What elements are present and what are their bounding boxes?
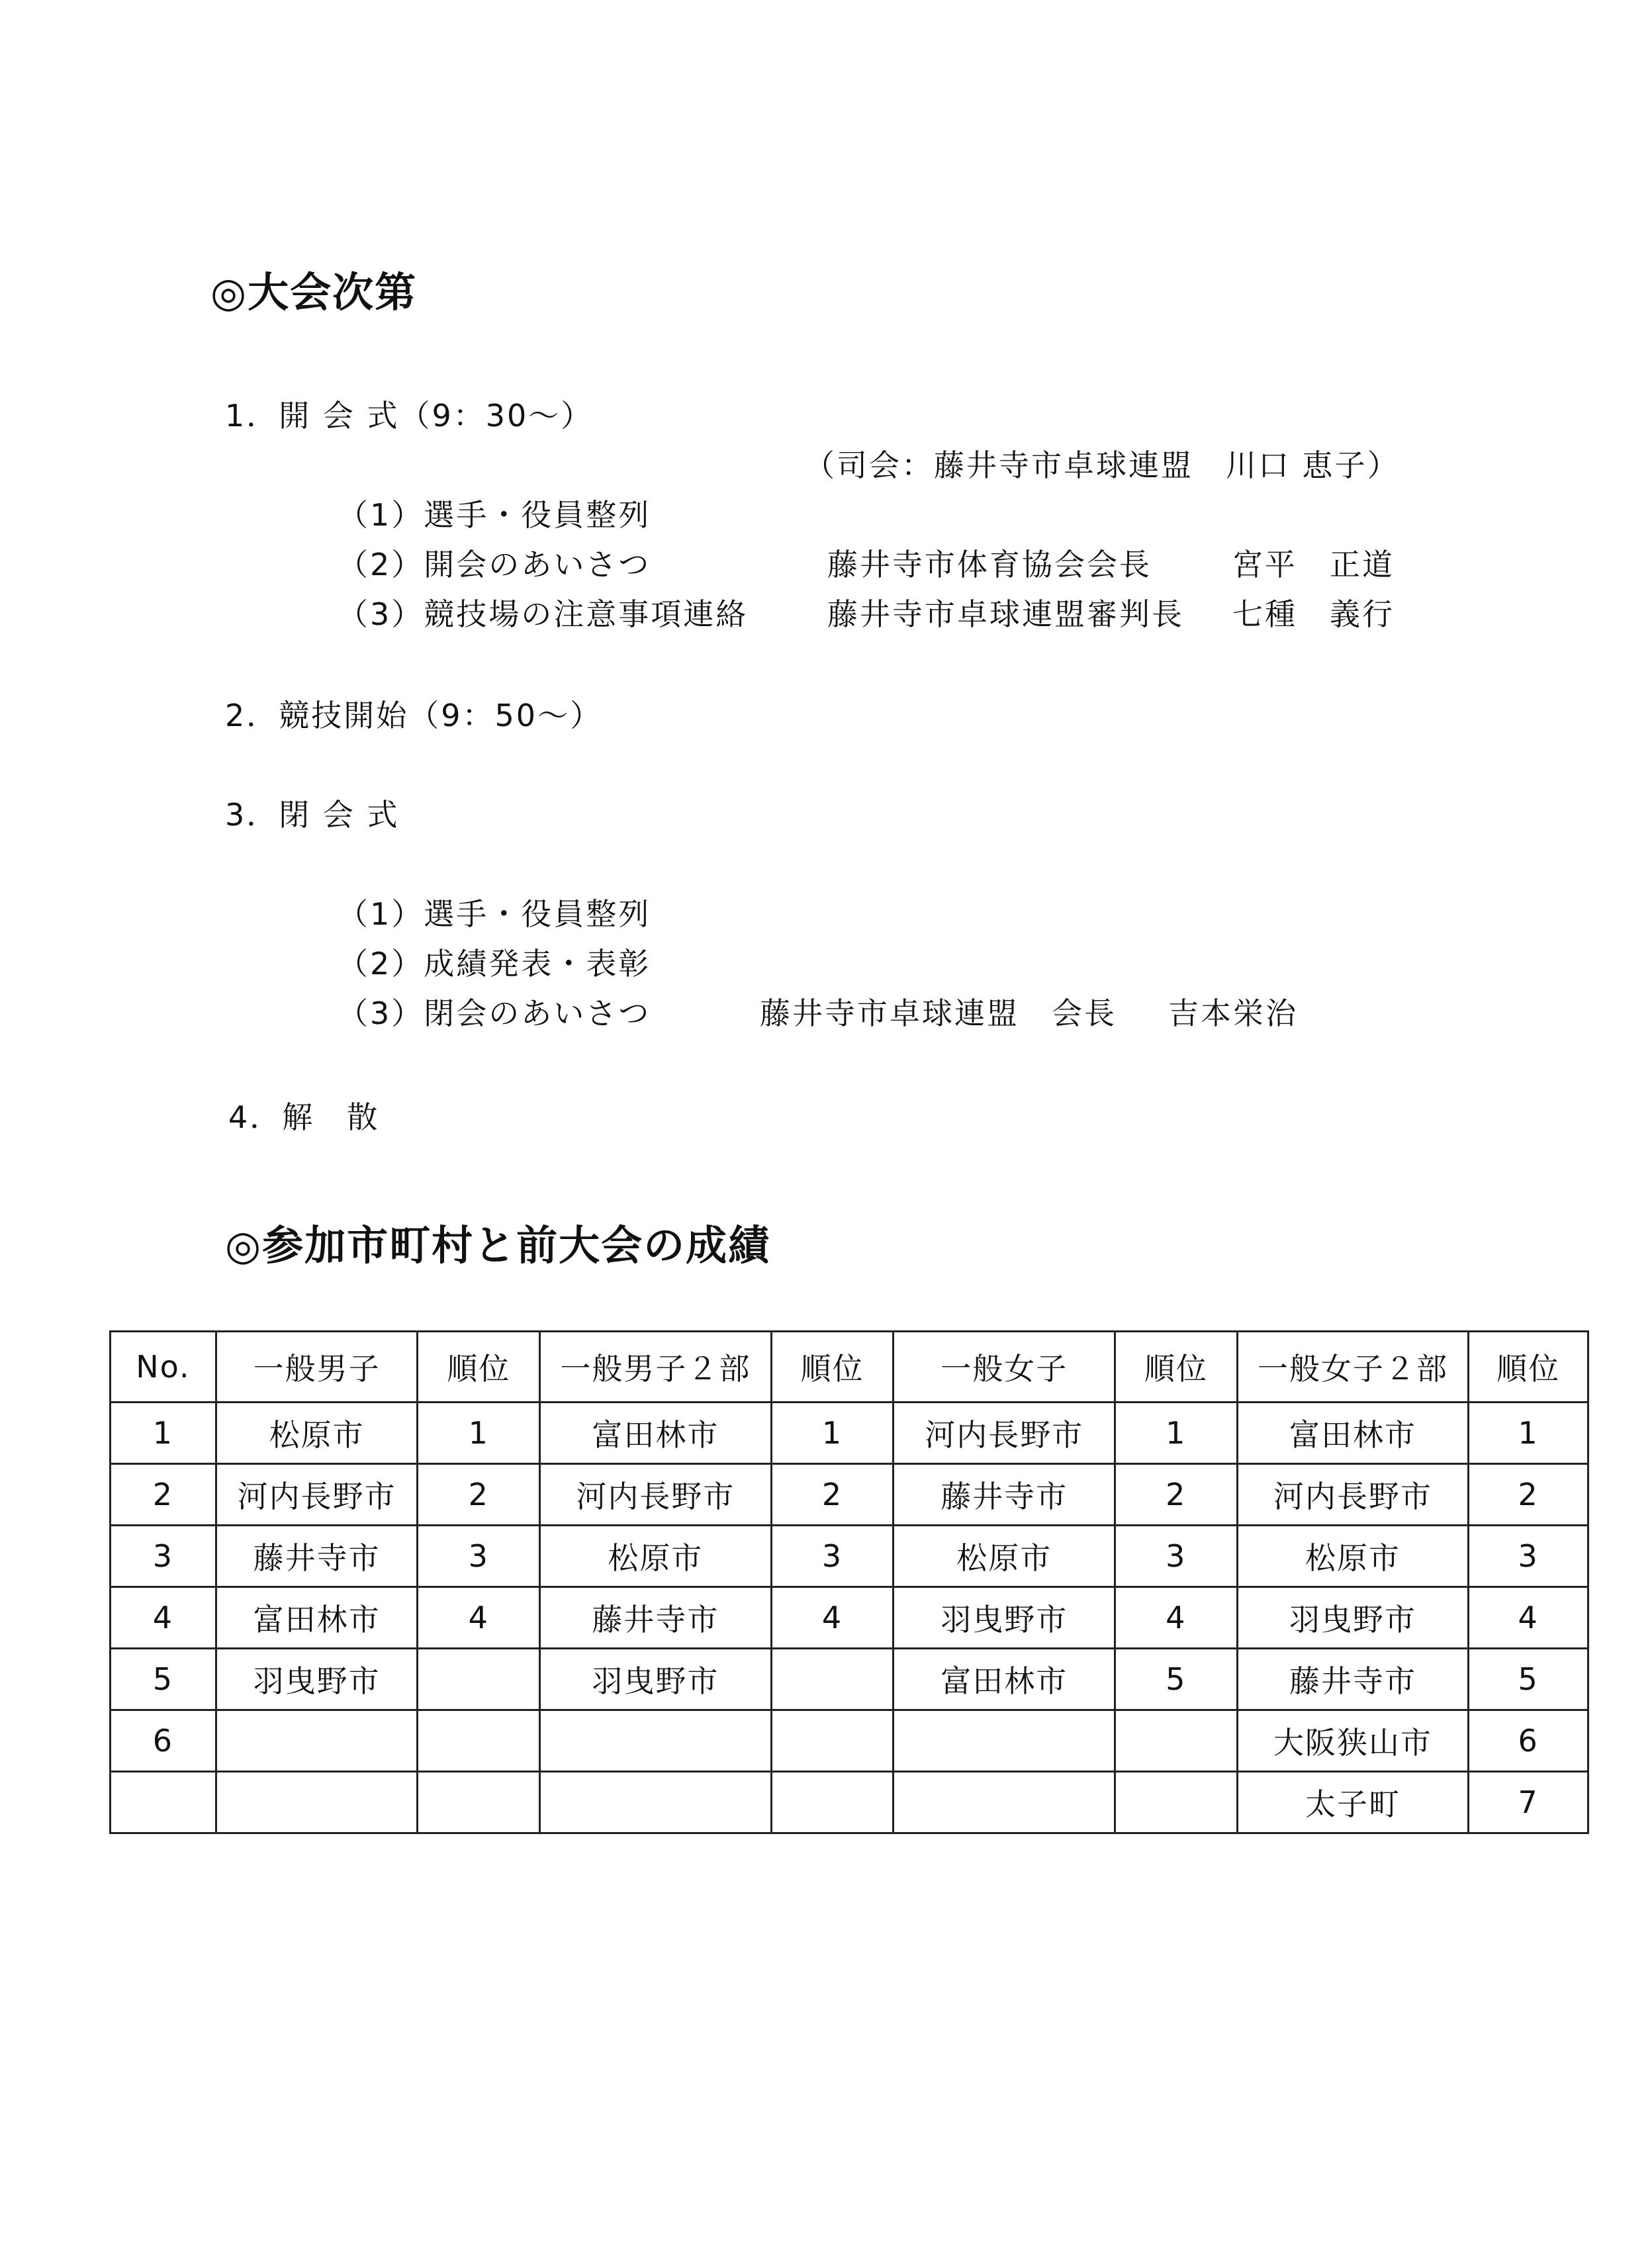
cell-rank: 5 — [1115, 1649, 1237, 1710]
cell-rank: 3 — [1469, 1526, 1588, 1587]
item-competition-start: 2．競技開始（9：50～） — [225, 698, 603, 733]
cell-rank: 7 — [1469, 1772, 1588, 1833]
cell-no: 6 — [111, 1710, 216, 1772]
cell-city: 藤井寺市 — [540, 1587, 771, 1649]
cell-no: 5 — [111, 1649, 216, 1710]
table-row — [111, 1464, 1588, 1526]
cell-city: 河内長野市 — [894, 1403, 1115, 1464]
cell-no — [111, 1772, 216, 1833]
table-row — [111, 1587, 1588, 1649]
cell-rank — [771, 1772, 894, 1833]
closing-sub-3-name: 吉本栄治 — [1168, 995, 1298, 1031]
closing-sub-3: （3）閉会のあいさつ — [338, 995, 651, 1031]
cell-rank: 4 — [1115, 1587, 1237, 1649]
cell-rank — [771, 1710, 894, 1772]
opening-sub-2: （2）開会のあいさつ — [338, 547, 651, 582]
results-table — [109, 1330, 1589, 1834]
program-heading: ◎大会次第 — [210, 268, 418, 316]
cell-city: 松原市 — [540, 1526, 771, 1587]
cell-city — [540, 1772, 771, 1833]
cell-rank — [771, 1649, 894, 1710]
cell-city: 羽曳野市 — [216, 1649, 418, 1710]
cell-rank: 2 — [1469, 1464, 1588, 1526]
cell-city — [216, 1772, 418, 1833]
cell-no: 2 — [111, 1464, 216, 1526]
opening-sub-2-role: 藤井寺市体育協会会長 — [827, 547, 1152, 582]
closing-sub-2: （2）成績発表・表彰 — [338, 946, 651, 982]
opening-sub-1: （1）選手・役員整列 — [338, 497, 651, 533]
opening-sub-3-name: 七種 義行 — [1232, 596, 1395, 632]
cell-city: 富田林市 — [540, 1403, 771, 1464]
cell-rank: 2 — [418, 1464, 540, 1526]
cell-rank — [418, 1710, 540, 1772]
opening-sub-2-name: 宮平 正道 — [1232, 547, 1395, 582]
cell-city: 太子町 — [1237, 1772, 1468, 1833]
cell-city — [540, 1710, 771, 1772]
cell-city — [894, 1772, 1115, 1833]
cell-city — [894, 1710, 1115, 1772]
cell-city: 羽曳野市 — [894, 1587, 1115, 1649]
moderator-note: （司会：藤井寺市卓球連盟 川口 恵子） — [804, 447, 1400, 483]
cell-rank: 4 — [771, 1587, 894, 1649]
cell-city: 富田林市 — [894, 1649, 1115, 1710]
results-heading: ◎参加市町村と前大会の成績 — [225, 1221, 771, 1269]
table-row — [111, 1649, 1588, 1710]
cell-rank — [418, 1772, 540, 1833]
cell-rank: 2 — [771, 1464, 894, 1526]
cell-rank: 2 — [1115, 1464, 1237, 1526]
table-row — [111, 1772, 1588, 1833]
cell-city: 松原市 — [216, 1403, 418, 1464]
cell-rank: 6 — [1469, 1710, 1588, 1772]
table-row — [111, 1710, 1588, 1772]
header-women-general-div2: 一般女子２部 — [1237, 1332, 1468, 1403]
cell-rank — [1115, 1710, 1237, 1772]
item-opening-ceremony: 1．開 会 式（9：30～） — [225, 398, 594, 434]
cell-rank: 4 — [1469, 1587, 1588, 1649]
cell-city: 藤井寺市 — [1237, 1649, 1468, 1710]
closing-sub-1: （1）選手・役員整列 — [338, 896, 651, 932]
cell-city: 富田林市 — [1237, 1403, 1468, 1464]
header-rank: 順位 — [1115, 1332, 1237, 1403]
cell-city: 松原市 — [894, 1526, 1115, 1587]
cell-rank: 1 — [418, 1403, 540, 1464]
cell-city: 藤井寺市 — [894, 1464, 1115, 1526]
cell-city: 河内長野市 — [216, 1464, 418, 1526]
cell-city: 松原市 — [1237, 1526, 1468, 1587]
table-row — [111, 1403, 1588, 1464]
header-women-general: 一般女子 — [894, 1332, 1115, 1403]
table-header-row — [111, 1332, 1588, 1403]
opening-sub-3-role: 藤井寺市卓球連盟審判長 — [827, 596, 1184, 632]
item-dismissal: 4．解 散 — [228, 1099, 380, 1135]
header-rank: 順位 — [418, 1332, 540, 1403]
cell-rank: 3 — [771, 1526, 894, 1587]
cell-city: 富田林市 — [216, 1587, 418, 1649]
cell-city: 河内長野市 — [540, 1464, 771, 1526]
cell-rank: 3 — [1115, 1526, 1237, 1587]
table-row — [111, 1526, 1588, 1587]
cell-rank: 1 — [1115, 1403, 1237, 1464]
cell-city: 羽曳野市 — [1237, 1587, 1468, 1649]
cell-city: 羽曳野市 — [540, 1649, 771, 1710]
closing-sub-3-role: 藤井寺市卓球連盟 会長 — [760, 995, 1117, 1031]
cell-city — [216, 1710, 418, 1772]
cell-rank: 4 — [418, 1587, 540, 1649]
cell-rank: 5 — [1469, 1649, 1588, 1710]
opening-sub-3: （3）競技場の注意事項連絡 — [338, 596, 749, 632]
header-rank: 順位 — [1469, 1332, 1588, 1403]
cell-rank — [1115, 1772, 1237, 1833]
item-closing-ceremony: 3．閉 会 式 — [225, 797, 400, 833]
cell-city: 河内長野市 — [1237, 1464, 1468, 1526]
cell-rank — [418, 1649, 540, 1710]
cell-no: 3 — [111, 1526, 216, 1587]
header-men-general: 一般男子 — [216, 1332, 418, 1403]
cell-city: 大阪狭山市 — [1237, 1710, 1468, 1772]
cell-no: 1 — [111, 1403, 216, 1464]
cell-rank: 3 — [418, 1526, 540, 1587]
cell-rank: 1 — [1469, 1403, 1588, 1464]
cell-no: 4 — [111, 1587, 216, 1649]
header-men-general-div2: 一般男子２部 — [540, 1332, 771, 1403]
cell-rank: 1 — [771, 1403, 894, 1464]
cell-city: 藤井寺市 — [216, 1526, 418, 1587]
header-no: No. — [111, 1332, 216, 1403]
header-rank: 順位 — [771, 1332, 894, 1403]
